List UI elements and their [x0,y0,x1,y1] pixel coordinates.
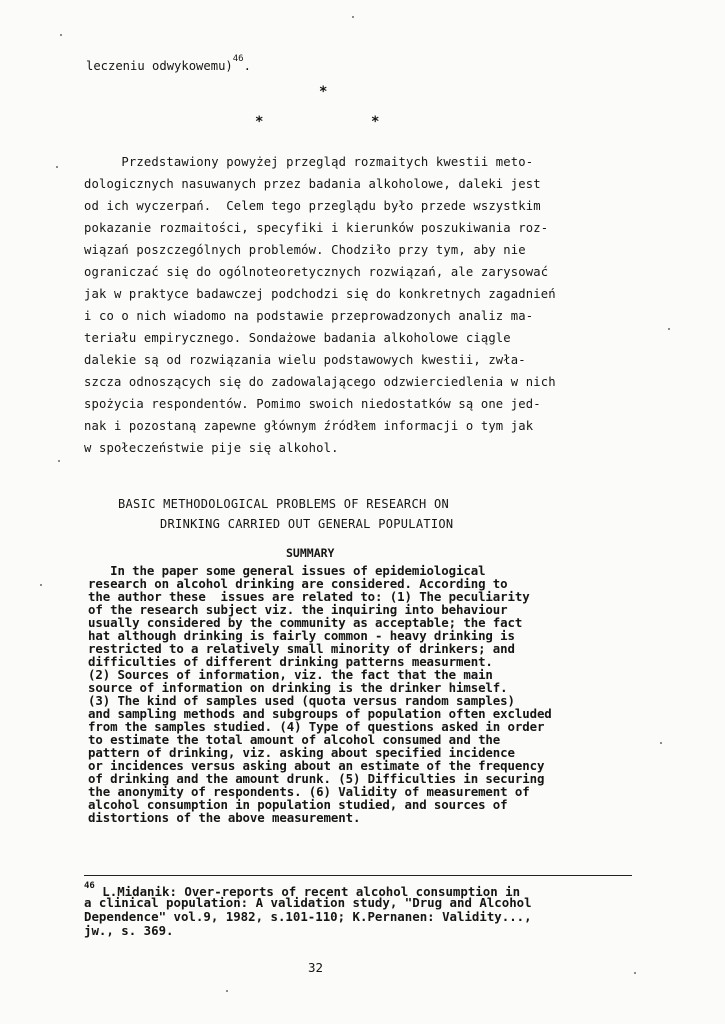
summary-line: usually considered by the community as acceptable; the fact [88,615,523,630]
summary-line: the author these issues are related to: (1) The peculiarity [88,589,530,604]
footnote-reference: 46 [232,54,244,64]
scan-speck [226,990,228,992]
paragraph-line: Przedstawiony powyżej przegląd rozmaitych kwestii meto- [84,155,534,169]
summary-line: (2) Sources of information, viz. the fact that the main [88,667,493,682]
page-number: 32 [308,960,324,975]
summary-line: and sampling methods and subgroups of population often excluded [88,706,552,721]
footnote-line: Dependence" vol.9, 1982, s.101-110; K.Pernanen: Validity..., [84,909,532,924]
scan-speck [668,328,670,330]
paragraph-line: nak i pozostaną zapewne głównym źródłem informacji o tym jak [84,419,534,433]
scan-speck [352,16,354,18]
paragraph-line: i co o nich wiadomo na podstawie przeprowadzonych analiz ma- [84,309,534,323]
summary-line: (3) The kind of samples used (quota versus random samples) [88,693,515,708]
summary-line: of the research subject viz. the inquiring into behaviour [88,602,508,617]
scan-speck [634,972,636,974]
separator-star: * [255,114,264,130]
summary-line: hat although drinking is fairly common - heavy drinking is [88,628,515,643]
footnote-line: a clinical population: A validation study, "Drug and Alcohol [84,895,532,910]
separator-star: * [371,114,380,130]
summary-line: or incidences versus asking about an estimate of the frequency [88,758,545,773]
summary-line: from the samples studied. (4) Type of questions asked in order [88,719,545,734]
scan-speck [58,460,60,462]
paragraph-line: jak w praktyce badawczej podchodzi się do konkretnych zagadnień [84,287,556,301]
footnote-number: 46 [84,881,95,891]
paragraph-line: w społeczeństwie pije się alkohol. [84,441,339,455]
summary-line: the anonymity of respondents. (6) Validity of measurement of [88,784,530,799]
scan-speck [60,34,62,36]
summary-line: restricted to a relatively small minority of drinkers; and [88,641,515,656]
paragraph-line: ograniczać się do ogólnoteoretycznych rozwiązań, ale zarysować [84,265,549,279]
footnote-text: L.Midanik: Over-reports of recent alcohol consumption in [94,884,521,900]
paragraph-line: spożycia respondentów. Pomimo swoich niedostatków są one jed- [84,397,541,411]
paragraph-line: szcza odnoszących się do zadowalającego odzwierciedlenia w nich [84,375,556,389]
paragraph-line: teriału empirycznego. Sondażowe badania alkoholowe ciągle [84,331,511,345]
summary-line: to estimate the total amount of alcohol consumed and the [88,732,501,747]
summary-line: distortions of the above measurement. [88,810,361,825]
summary-line: alcohol consumption in population studied, and sources of [88,797,508,812]
footnote-line: jw., s. 369. [84,923,174,938]
carryover-period: . [243,59,251,74]
english-title-line-2: DRINKING CARRIED OUT GENERAL POPULATION [160,517,454,531]
scan-speck [40,584,42,586]
scan-speck [660,742,662,744]
summary-line: difficulties of different drinking patterns measurment. [88,654,493,669]
paragraph-line: pokazanie rozmaitości, specyfiki i kierunków poszukiwania roz- [84,221,549,235]
paragraph-line: od ich wyczerpań. Celem tego przeglądu było przede wszystkim [84,199,541,213]
paragraph-line: wiązań poszczególnych problemów. Chodziło przy tym, aby nie [84,243,526,257]
paragraph-line: dalekie są od rozwiązania wielu podstawowych kwestii, zwła- [84,353,526,367]
scan-speck [56,166,58,168]
summary-line: of drinking and the amount drunk. (5) Difficulties in securing [88,771,545,786]
english-title-line-1: BASIC METHODOLOGICAL PROBLEMS OF RESEARCH ON [118,497,450,511]
carryover-text: leczeniu odwykowemu) [86,59,233,74]
separator-star: * [319,84,328,100]
carryover-line [86,54,251,74]
summary-title: SUMMARY [286,546,335,560]
summary-line: research on alcohol drinking are considered. According to [88,576,508,591]
summary-line: In the paper some general issues of epidemiological [88,563,486,578]
summary-line: source of information on drinking is the drinker himself. [88,680,508,695]
paragraph-line: dologicznych nasuwanych przez badania alkoholowe, daleki jest [84,177,541,191]
footnote-rule [84,875,632,876]
summary-line: pattern of drinking, viz. asking about specified incidence [88,745,515,760]
